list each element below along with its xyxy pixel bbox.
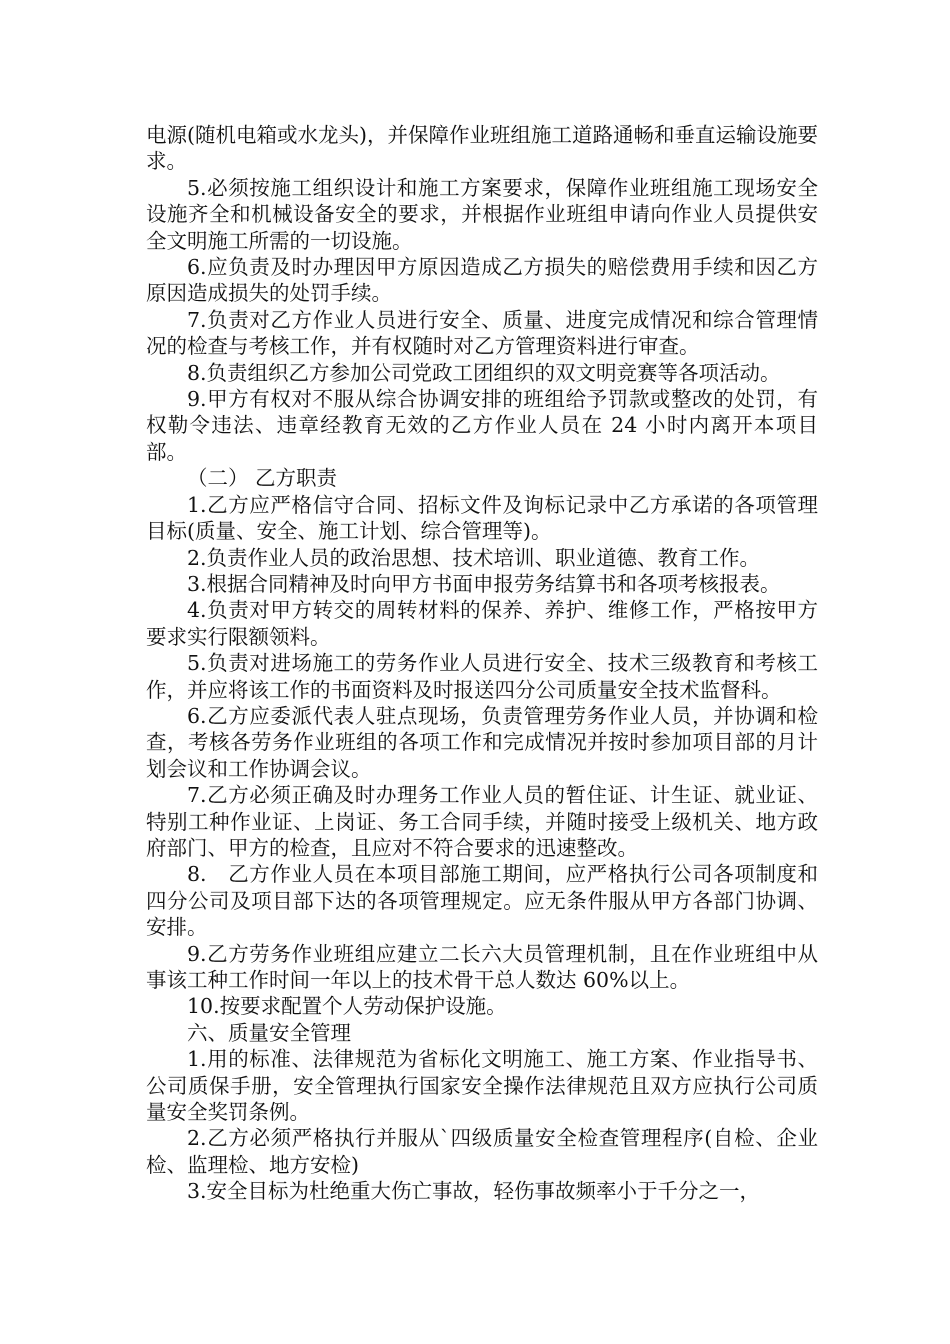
paragraph: 8. 乙方作业人员在本项目部施工期间，应严格执行公司各项制度和四分公司及项目部下达的各项管理规定。应无条件服从甲方各部门协调、安排。 — [146, 862, 818, 940]
paragraph: 6.乙方应委派代表人驻点现场，负责管理劳务作业人员，并协调和检查，考核各劳务作业班组的各项工作和完成情况并按时参加项目部的月计划会议和工作协调会议。 — [146, 703, 818, 781]
paragraph: 7.乙方必须正确及时办理务工作业人员的暂住证、计生证、就业证、特别工种作业证、上岗证、务工合同手续，并随时接受上级机关、地方政府部门、甲方的检查，且应对不符合要求的迅速整改。 — [146, 783, 818, 860]
paragraph: 7.负责对乙方作业人员进行安全、质量、进度完成情况和综合管理情况的检查与考核工作，并有权随时对乙方管理资料进行审查。 — [146, 307, 818, 359]
paragraph: 5.必须按施工组织设计和施工方案要求，保障作业班组施工现场安全设施齐全和机械设备安全的要求，并根据作业班组申请向作业人员提供安全文明施工所需的一切设施。 — [146, 175, 818, 253]
paragraph: 5.负责对进场施工的劳务作业人员进行安全、技术三级教育和考核工作，并应将该工作的书面资料及时报送四分公司质量安全技术监督科。 — [146, 651, 818, 702]
paragraph: 9.乙方劳务作业班组应建立二长六大员管理机制，且在作业班组中从事该工种工作时间一年以上的技术骨干总人数达 60%以上。 — [146, 941, 818, 992]
paragraph: 3.根据合同精神及时向甲方书面申报劳务结算书和各项考核报表。 — [187, 571, 781, 596]
paragraph: 1.用的标准、法律规范为省标化文明施工、施工方案、作业指导书、公司质保手册，安全管理执行国家安全操作法律规范且双方应执行公司质量安全奖罚条例。 — [146, 1047, 818, 1125]
paragraph: 6.应负责及时办理因甲方原因造成乙方损失的赔偿费用手续和因乙方原因造成损失的处罚手续。 — [146, 255, 818, 306]
section-heading: （二） 乙方职责 — [187, 466, 338, 491]
section-heading: 六、质量安全管理 — [187, 1020, 351, 1045]
paragraph: 2.负责作业人员的政治思想、技术培训、职业道德、教育工作。 — [187, 545, 761, 570]
paragraph: 10.按要求配置个人劳动保护设施。 — [187, 994, 507, 1019]
paragraph: 9.甲方有权对不服从综合协调安排的班组给予罚款或整改的处罚，有权勒令违法、违章经教育无效的乙方作业人员在 24 小时内离开本项目部。 — [146, 387, 818, 464]
paragraph: 8.负责组织乙方参加公司党政工团组织的双文明竞赛等各项活动。 — [187, 360, 781, 385]
paragraph: 3.安全目标为杜绝重大伤亡事故，轻伤事故频率小于千分之一， — [187, 1179, 761, 1204]
paragraph: 电源(随机电箱或水龙头)，并保障作业班组施工道路通畅和垂直运输设施要求。 — [146, 123, 818, 174]
document-page — [146, 122, 818, 1205]
paragraph: 2.乙方必须严格执行并服从`四级质量安全检查管理程序(自检、企业检、监理检、地方安检) — [146, 1126, 818, 1177]
paragraph: 4.负责对甲方转交的周转材料的保养、养护、维修工作，严格按甲方要求实行限额领料。 — [146, 598, 818, 649]
paragraph: 1.乙方应严格信守合同、招标文件及询标记录中乙方承诺的各项管理目标(质量、安全、施工计划、综合管理等)。 — [146, 492, 818, 544]
